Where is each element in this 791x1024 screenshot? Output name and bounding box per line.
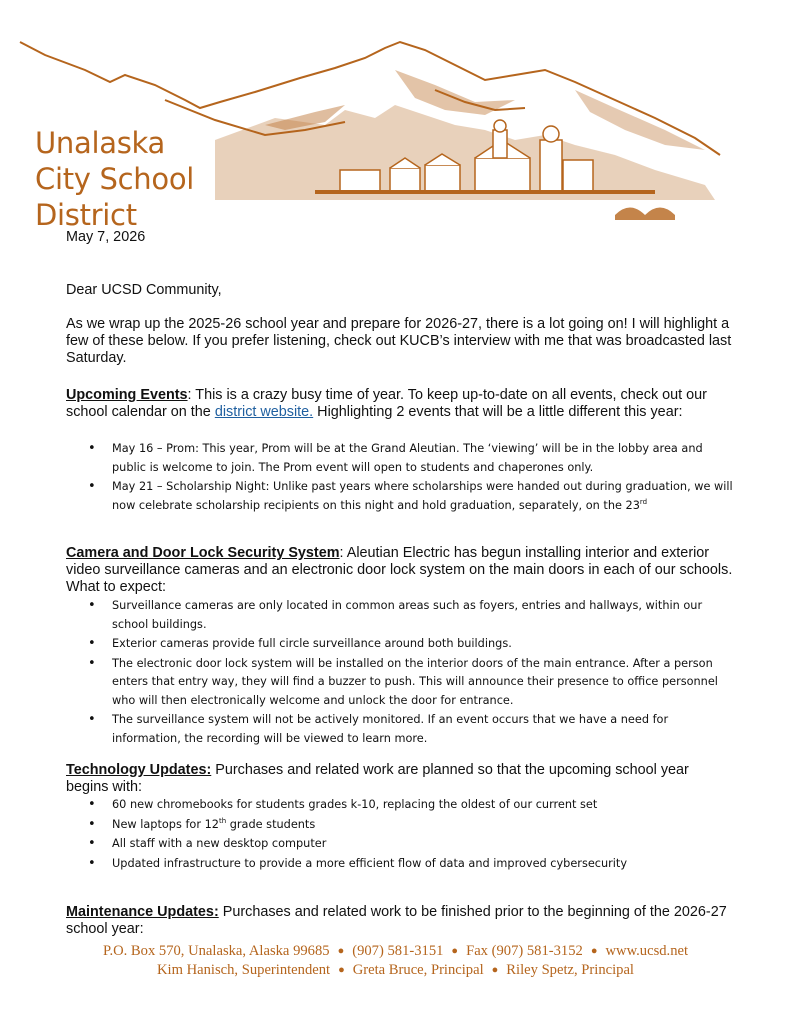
district-logo <box>35 125 194 233</box>
security-paragraph <box>66 545 734 596</box>
events-heading: Upcoming Events <box>66 387 188 403</box>
bullet-icon: ● <box>338 964 345 976</box>
list-item: • Surveillance cameras are only located in common areas such as foyers, entries and hallways, within our school buildings. <box>66 597 736 634</box>
salutation: Dear UCSD Community, <box>66 282 222 298</box>
list-item: • The surveillance system will not be actively monitored. If an event occurs that we have a need for information, the recording will be viewed to learn more. <box>66 711 736 748</box>
list-item-text: grade students <box>226 817 316 831</box>
district-website-link[interactable]: district website. <box>214 404 314 420</box>
ordinal-suffix: th <box>218 816 227 825</box>
technology-heading: Technology Updates: <box>66 762 212 778</box>
logo-line-3: District <box>35 198 137 232</box>
bullet-icon: ● <box>491 964 499 976</box>
footer-address: P.O. Box 570, Unalaska, Alaska 99685 <box>102 943 330 959</box>
list-item <box>66 478 736 515</box>
technology-text: Purchases and related work are planned so that the upcoming school year begins with: <box>66 762 689 795</box>
maintenance-paragraph <box>66 904 734 938</box>
list-item: • 60 new chromebooks for students grades k-10, replacing the oldest of our current set <box>66 796 736 815</box>
footer-principal-2: Riley Spetz, Principal <box>506 962 634 978</box>
footer-principal-1: Greta Bruce, Principal <box>352 962 484 978</box>
footer-superintendent: Kim Hanisch, Superintendent <box>157 962 331 978</box>
letter-date: May 7, 2026 <box>66 229 146 245</box>
footer-staff <box>0 962 791 979</box>
list-item: • The electronic door lock system will be installed on the interior doors of the main entrance. After a person enters that entry way, they will find a buzzer to push. This will announce their presence to office personnel who will then electronically welcome and unlock the door for entrance. <box>66 655 736 711</box>
events-paragraph <box>66 387 734 421</box>
technology-paragraph <box>66 762 734 796</box>
intro-paragraph: As we wrap up the 2025-26 school year and prepare for 2026-27, there is a lot going on! I will highlight a few of these below. If you prefer listening, check out KUCB’s interview with me that was broadcasted last Saturday. <box>66 316 732 366</box>
ordinal-suffix: rd <box>639 497 648 506</box>
list-item-text: New laptops for 12 <box>112 817 219 831</box>
bullet-icon: ● <box>590 945 598 957</box>
footer-phone: (907) 581-3151 <box>352 943 444 959</box>
security-text: : Aleutian Electric has begun installing interior and exterior video surveillance cameras and an electronic door lock system on the main doors in each of our schools. What to expect: <box>66 545 733 595</box>
security-heading: Camera and Door Lock Security System <box>66 545 340 561</box>
logo-line-2: City School <box>35 162 195 196</box>
maintenance-heading: Maintenance Updates: <box>66 904 219 920</box>
list-item-text: May 21 – Scholarship Night: Unlike past years where scholarships were handed out during graduation, we will now celebrate scholarship recipients on this night and hold graduation, separately, on the 23 <box>112 480 733 512</box>
list-item <box>66 816 736 835</box>
footer-contact <box>0 943 791 960</box>
technology-list <box>66 796 736 874</box>
footer-website[interactable]: www.ucsd.net <box>605 943 689 959</box>
bullet-icon: ● <box>451 945 459 957</box>
list-item: • Exterior cameras provide full circle surveillance around both buildings. <box>66 635 736 654</box>
logo-line-1: Unalaska <box>35 126 165 160</box>
list-item: • May 16 – Prom: This year, Prom will be at the Grand Aleutian. The ‘viewing’ will be in the lobby area and public is welcome to join. The Prom event will open to students and chaperones only. <box>66 440 736 477</box>
maintenance-text: Purchases and related work to be finished prior to the beginning of the 2026-27 school year: <box>66 904 727 937</box>
events-list <box>66 440 736 516</box>
bullet-icon: ● <box>337 945 345 957</box>
events-text: : This is a crazy busy time of year. To keep up-to-date on all events, check out our school calendar on the <box>66 387 707 420</box>
list-item: • All staff with a new desktop computer <box>66 835 736 854</box>
list-item: • Updated infrastructure to provide a more efficient flow of data and improved cybersecurity <box>66 855 736 874</box>
security-list <box>66 597 736 749</box>
footer-fax: Fax (907) 581-3152 <box>466 943 583 959</box>
letterhead <box>15 30 725 235</box>
events-text-after: Highlighting 2 events that will be a little different this year: <box>313 404 683 420</box>
